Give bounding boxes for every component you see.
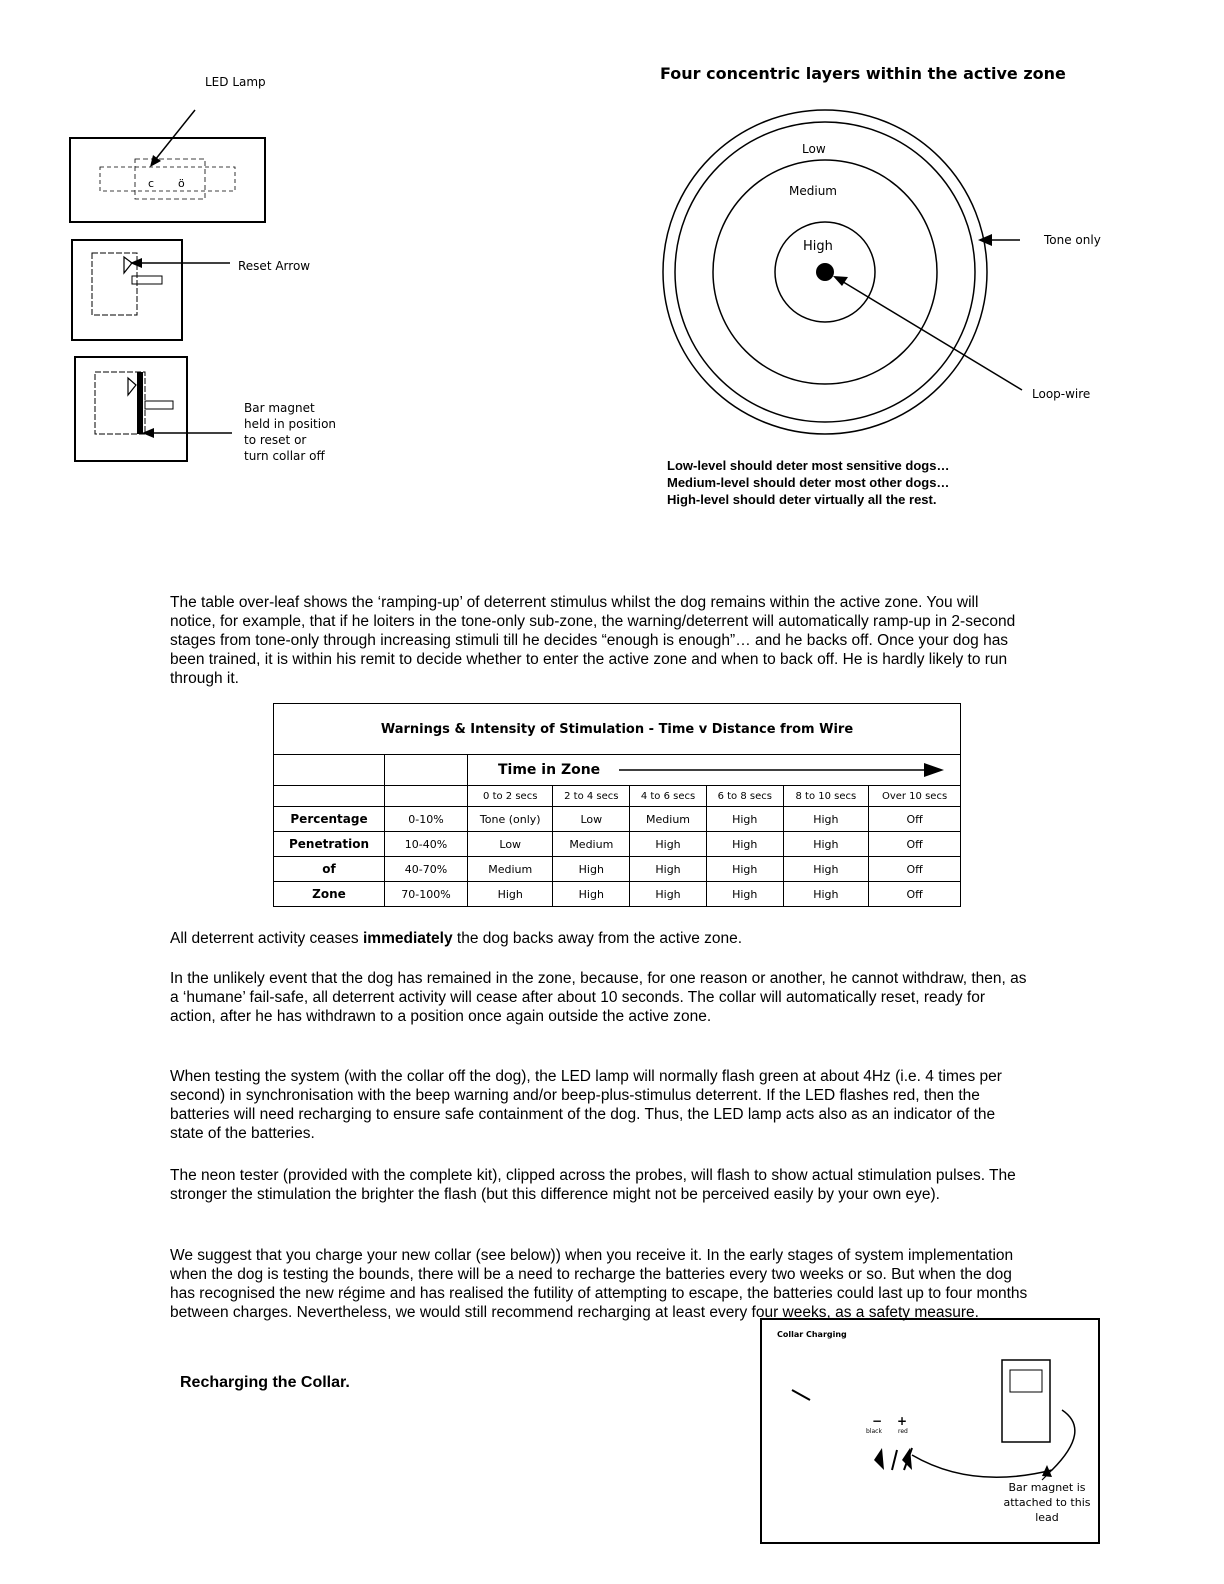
stimulation-table (273, 703, 961, 907)
level-cell: High (706, 832, 783, 857)
time-header: 4 to 6 secs (630, 786, 707, 807)
level-cell: High (783, 807, 869, 832)
time-header: 8 to 10 secs (783, 786, 869, 807)
intro-paragraph (170, 593, 1020, 688)
level-cell: High (706, 882, 783, 907)
loop-wire-label: Loop-wire (1032, 387, 1091, 401)
charge-text: We suggest that you charge your new collar (see below)) when you receive it. In the early stages of system implementation when the dog is testing the bounds, there will be a need to recharge the batteries every two weeks or so. But when the dog has recognised the new régime and has realised the futility of attempting to escape, the batteries could last up to four months between charges. Nevertheless, we would still recommend recharging at least every four weeks, as a safety measure. (170, 1247, 1028, 1321)
black-lead-label: black (866, 1428, 882, 1435)
level-cell: High (783, 832, 869, 857)
range-cell: 10-40% (385, 832, 468, 857)
caption-level: High (667, 492, 696, 507)
level-cell: High (783, 882, 869, 907)
row-label: of (274, 857, 385, 882)
bar-magnet-line: turn collar off (244, 449, 325, 463)
table-title: Warnings & Intensity of Stimulation - Time v Distance from Wire (274, 704, 961, 755)
level-cell: High (468, 882, 553, 907)
level-cell: High (553, 857, 630, 882)
zone-low-label: Low (802, 142, 826, 156)
row-label: Zone (274, 882, 385, 907)
caption-text: -level should deter virtually all the rest. (695, 492, 937, 507)
time-header: 2 to 4 secs (553, 786, 630, 807)
bar-magnet-line: held in position (244, 417, 337, 431)
table-row (274, 832, 961, 857)
range-cell: 70-100% (385, 882, 468, 907)
range-cell: 0-10% (385, 807, 468, 832)
level-cell: Off (869, 882, 961, 907)
range-cell: 40-70% (385, 857, 468, 882)
level-cell: High (630, 857, 707, 882)
level-cell: High (706, 807, 783, 832)
level-cell: Tone (only) (468, 807, 553, 832)
cease-text-c: the dog backs away from the active zone. (452, 930, 743, 947)
level-cell: Medium (468, 857, 553, 882)
table-row (274, 807, 961, 832)
cease-text-a: All deterrent activity ceases (170, 930, 363, 947)
table-empty-cell (385, 786, 468, 807)
note-line: attached to this (1003, 1496, 1091, 1509)
zone-high-label: High (803, 239, 833, 254)
row-label: Percentage (274, 807, 385, 832)
bar-magnet-line: Bar magnet (244, 401, 315, 415)
row-label: Penetration (274, 832, 385, 857)
tone-only-label: Tone only (1044, 233, 1101, 247)
level-cell: Low (468, 832, 553, 857)
cease-paragraph (170, 929, 1030, 948)
level-cell: Off (869, 857, 961, 882)
charging-figure-title: Collar Charging (777, 1330, 847, 1339)
unlikely-text: In the unlikely event that the dog has remained in the zone, because, for one reason or another, he cannot withdraw, then, as a ‘humane’ fail-safe, all deterrent activity will cease after about 10 seconds. The collar will automatically reset, ready for action, after he has withdrawn to a position once again outside the active zone. (170, 970, 1027, 1025)
charge-paragraph (170, 1246, 1030, 1322)
table-row (274, 857, 961, 882)
time-header: 6 to 8 secs (706, 786, 783, 807)
level-cell: Medium (630, 807, 707, 832)
level-cell: High (706, 857, 783, 882)
time-arrow-icon (619, 762, 949, 778)
zone-medium-label: Medium (789, 184, 837, 198)
reset-arrow-label: Reset Arrow (238, 259, 311, 273)
level-cell: High (630, 832, 707, 857)
bar-magnet-line: to reset or (244, 433, 307, 447)
caption-level: Medium (667, 475, 717, 490)
level-cell: High (553, 882, 630, 907)
note-line: Bar magnet is (1008, 1481, 1086, 1494)
time-in-zone-label: Time in Zone (498, 762, 601, 778)
level-cell: Low (553, 807, 630, 832)
recharging-heading: Recharging the Collar. (180, 1374, 350, 1391)
table-empty-cell (385, 755, 468, 786)
cease-text-b: immediately (362, 930, 453, 947)
red-lead-label: red (898, 1428, 908, 1435)
table-empty-cell (274, 786, 385, 807)
bar-magnet-note (992, 1480, 1102, 1525)
caption-text: -level should deter most other dogs… (716, 475, 950, 490)
zone-caption (667, 457, 949, 508)
time-header: Over 10 secs (869, 786, 961, 807)
minus-label: − (872, 1414, 883, 1428)
level-cell: Off (869, 807, 961, 832)
unlikely-paragraph (170, 969, 1030, 1026)
svg-text:ö: ö (178, 177, 185, 190)
caption-level: Low (667, 458, 693, 473)
concentric-zone-diagram (650, 100, 1120, 460)
neon-text: The neon tester (provided with the complete kit), clipped across the probes, will flash to show actual stimulation pulses. The stronger the stimulation the brighter the flash (but this difference might not be perceived easily by your own eye). (170, 1167, 1016, 1203)
time-in-zone-header (468, 755, 961, 786)
plus-label: + (897, 1414, 908, 1428)
svg-text:c: c (148, 177, 155, 190)
time-header: 0 to 2 secs (468, 786, 553, 807)
table-row (274, 882, 961, 907)
note-line: lead (1035, 1511, 1059, 1524)
intro-text: The table over-leaf shows the ‘ramping-up’ of deterrent stimulus whilst the dog remains within the active zone. You will notice, for example, that if he loiters in the tone-only sub-zone, the warning/deterrent will automatically ramp-up in 2-second stages from tone-only through increasing stimuli till he decides “enough is enough”… and he backs off. Once your dog has been trained, it is within his remit to decide whether to enter the active zone and when to back off. He is hardly likely to run through it. (170, 594, 1016, 687)
testing-text: When testing the system (with the collar off the dog), the LED lamp will normally flash green at about 4Hz (i.e. 4 times per second) in synchronisation with the beep warning and/or beep-plus-stimulus deterrent. If the LED flashes red, then the batteries will need recharging to ensure safe containment of the dog. Thus, the LED lamp acts also as an indicator of the state of the batteries. (170, 1068, 1002, 1142)
bar-magnet-label (244, 400, 336, 464)
level-cell: Off (869, 832, 961, 857)
led-lamp-label: LED Lamp (205, 75, 266, 89)
testing-paragraph (170, 1067, 1030, 1143)
table-empty-cell (274, 755, 385, 786)
neon-paragraph (170, 1166, 1030, 1204)
collar-charging-figure (760, 1318, 1100, 1544)
level-cell: Medium (553, 832, 630, 857)
level-cell: High (630, 882, 707, 907)
caption-text: -level should deter most sensitive dogs… (693, 458, 950, 473)
zone-diagram-title: Four concentric layers within the active zone (660, 64, 1066, 83)
level-cell: High (783, 857, 869, 882)
